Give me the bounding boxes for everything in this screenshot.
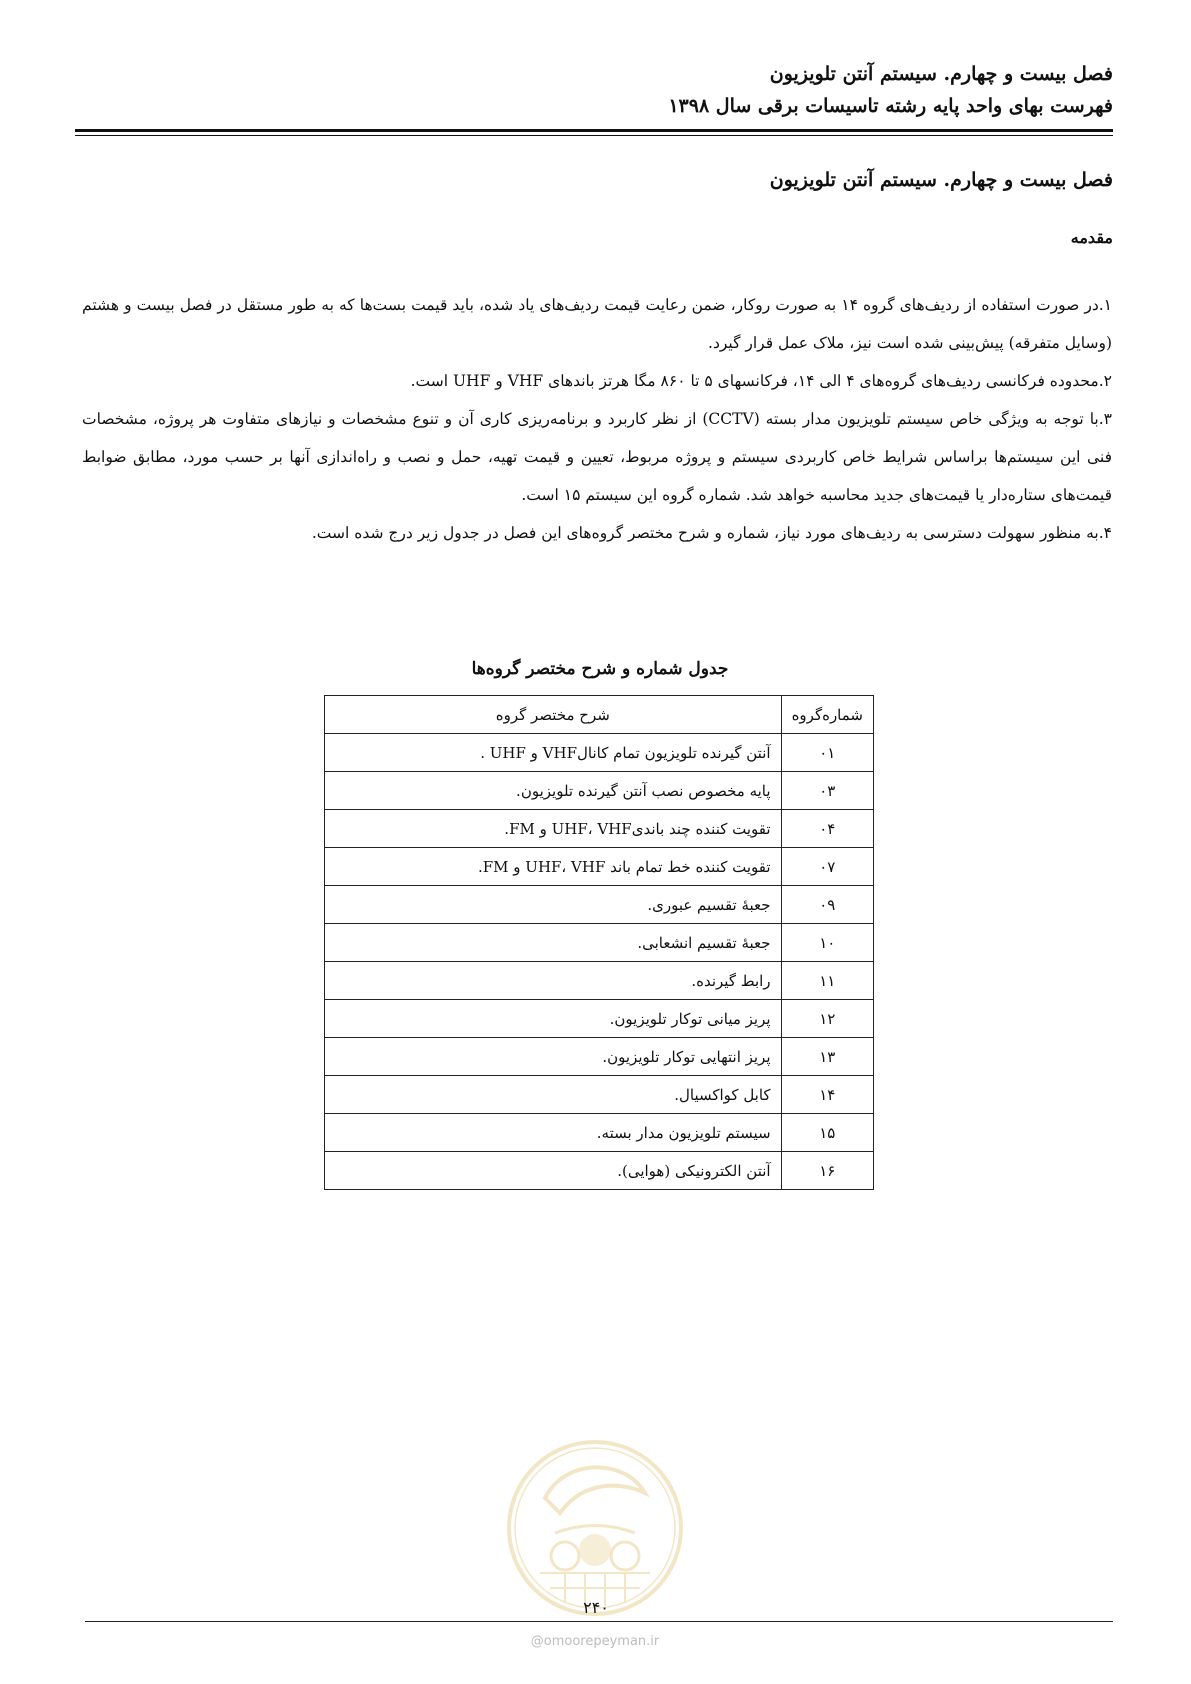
table-row bbox=[325, 848, 874, 886]
groups-table bbox=[324, 695, 874, 1190]
header-book-title: فهرست بهای واحد پایه رشته تاسیسات برقی سال ۱۳۹۸ bbox=[668, 95, 1113, 117]
group-number: ۱۳ bbox=[781, 1038, 873, 1076]
paragraph-1: ۱.در صورت استفاده از ردیف‌های گروه ۱۴ به صورت روکار، ضمن رعایت قیمت ردیف‌های یاد شده، باید قیمت بست‌ها که به طور مستقل در فصل بیست و هشتم (وسایل متفرقه) پیش‌بینی شده است نیز، ملاک عمل قرار گیرد. bbox=[82, 296, 1112, 352]
header-group-number: شماره‌گروه bbox=[781, 696, 873, 734]
table-row bbox=[325, 734, 874, 772]
group-number: ۱۶ bbox=[781, 1152, 873, 1190]
paragraph-4: ۴.به منظور سهولت دسترسی به ردیف‌های مورد نیاز، شماره و شرح مختصر گروه‌های این فصل در جدول زیر درج شده است. bbox=[311, 524, 1112, 542]
paragraph-2: ۲.محدوده فرکانسی ردیف‌های گروه‌های ۴ الی ۱۴، فرکانسهای ۵ تا ۸۶۰ مگا هرتز باندهای VHF و UHF است. bbox=[410, 372, 1112, 390]
table-header-row bbox=[325, 696, 874, 734]
section-heading: مقدمه bbox=[1070, 228, 1113, 247]
page-number: ۲۴۰ bbox=[583, 1598, 609, 1617]
group-number: ۰۷ bbox=[781, 848, 873, 886]
table-row bbox=[325, 886, 874, 924]
table-row bbox=[325, 1000, 874, 1038]
group-number: ۱۱ bbox=[781, 962, 873, 1000]
running-header bbox=[75, 58, 1113, 122]
group-description: جعبهٔ تقسیم عبوری. bbox=[325, 886, 782, 924]
group-number: ۰۹ bbox=[781, 886, 873, 924]
group-number: ۰۳ bbox=[781, 772, 873, 810]
group-number: ۱۰ bbox=[781, 924, 873, 962]
table-title: جدول شماره و شرح مختصر گروه‌ها bbox=[471, 659, 729, 679]
table-row bbox=[325, 772, 874, 810]
chapter-title: فصل بیست و چهارم. سیستم آنتن تلویزیون bbox=[769, 169, 1113, 191]
group-description: کابل کواکسیال. bbox=[325, 1076, 782, 1114]
table-row bbox=[325, 1152, 874, 1190]
group-number: ۱۴ bbox=[781, 1076, 873, 1114]
table-row bbox=[325, 924, 874, 962]
table-row bbox=[325, 1114, 874, 1152]
group-description: تقویت کننده خط تمام باند UHF، VHF و FM. bbox=[325, 848, 782, 886]
group-description: سیستم تلویزیون مدار بسته. bbox=[325, 1114, 782, 1152]
footer-rule bbox=[85, 1621, 1113, 1622]
group-number: ۱۲ bbox=[781, 1000, 873, 1038]
group-description: جعبهٔ تقسیم انشعابی. bbox=[325, 924, 782, 962]
group-description: پریز انتهایی توکار تلویزیون. bbox=[325, 1038, 782, 1076]
header-chapter-line: فصل بیست و چهارم. سیستم آنتن تلویزیون bbox=[769, 63, 1113, 85]
table-row bbox=[325, 1038, 874, 1076]
group-number: ۰۱ bbox=[781, 734, 873, 772]
header-rule-thick bbox=[75, 129, 1113, 132]
table-row bbox=[325, 962, 874, 1000]
omoorepeyman-logo-icon bbox=[505, 1438, 685, 1618]
group-description: تقویت کننده چند باندیUHF، VHF و FM. bbox=[325, 810, 782, 848]
table-row bbox=[325, 810, 874, 848]
table-row bbox=[325, 1076, 874, 1114]
group-description: پریز میانی توکار تلویزیون. bbox=[325, 1000, 782, 1038]
group-description: آنتن گیرنده تلویزیون تمام کانالVHF و UHF . bbox=[325, 734, 782, 772]
intro-body bbox=[82, 286, 1112, 552]
group-description: پایه مخصوص نصب آنتن گیرنده تلویزیون. bbox=[325, 772, 782, 810]
group-description: آنتن الکترونیکی (هوایی). bbox=[325, 1152, 782, 1190]
footer-website: @omoorepeyman.ir bbox=[530, 1634, 660, 1649]
paragraph-3: ۳.با توجه به ویژگی خاص سیستم تلویزیون مدار بسته (CCTV) از نظر کاربرد و برنامه‌ریزی کاری آن و تنوع مشخصات و نیازهای متفاوت هر پروژه، مشخصات فنی این سیستم‌ها براساس شرایط خاص کاربردی سیستم و پروژه مربوط، تعیین و قیمت تهیه، حمل و نصب و راه‌اندازی آنها بر حسب مورد، مطابق ضوابط قیمت‌های ستاره‌دار یا قیمت‌های جدید محاسبه خواهد شد. شماره گروه این سیستم ۱۵ است. bbox=[82, 410, 1112, 504]
group-description: رابط گیرنده. bbox=[325, 962, 782, 1000]
header-rule-thin bbox=[75, 135, 1113, 136]
group-number: ۰۴ bbox=[781, 810, 873, 848]
header-group-description: شرح مختصر گروه bbox=[325, 696, 782, 734]
group-number: ۱۵ bbox=[781, 1114, 873, 1152]
